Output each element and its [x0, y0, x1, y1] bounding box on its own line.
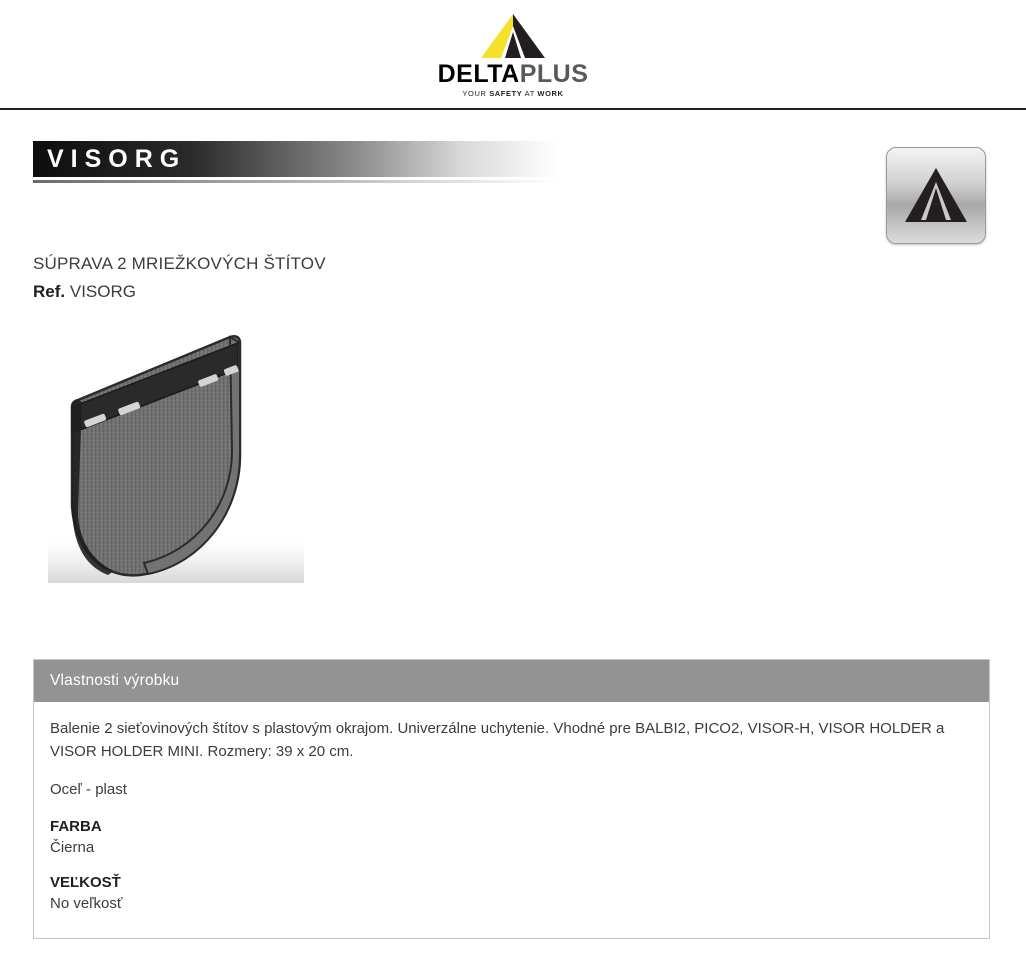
features-material: Oceľ - plast: [50, 781, 127, 798]
product-reference-label: Ref.: [33, 282, 66, 301]
product-name: SÚPRAVA 2 MRIEŽKOVÝCH ŠTÍTOV: [33, 254, 326, 273]
product-reference-value: VISORG: [69, 282, 136, 301]
brand-tagline: [413, 89, 613, 98]
tagline-pre: YOUR: [462, 89, 490, 98]
tagline-safety: SAFETY: [489, 89, 523, 98]
header-divider: [0, 108, 1026, 110]
brand-wordmark: [413, 62, 613, 87]
features-header: Vlastnosti výrobku: [34, 660, 989, 702]
product-reference: [33, 282, 136, 302]
page-title: VISORG: [47, 145, 187, 173]
product-image: [48, 325, 304, 583]
attribute-label-size: VEĽKOSŤ: [50, 874, 121, 891]
tagline-work: WORK: [537, 89, 564, 98]
brand-logo: [413, 12, 613, 98]
attribute-label-colour: FARBA: [50, 818, 102, 835]
page-header: [0, 0, 1026, 108]
features-description: Balenie 2 sieťovinových štítov s plastovým okrajom. Univerzálne uchytenie. Vhodné pre BALBI2, PICO2, VISOR-H, VISOR HOLDER a VISOR HOLDER MINI. Rozmery: 39 x 20 cm.: [50, 720, 945, 760]
brand-word-plus: PLUS: [519, 60, 589, 88]
attribute-value-size: No veľkosť: [50, 895, 123, 912]
product-features-panel: [33, 659, 990, 939]
features-body: [34, 702, 989, 938]
tagline-mid: AT: [522, 89, 538, 98]
title-underline: [33, 180, 558, 183]
attribute-value-colour: Čierna: [50, 839, 95, 856]
product-title-band: [33, 141, 558, 177]
delta-triangle-icon: [413, 12, 613, 60]
brand-badge: [886, 147, 986, 244]
delta-plus-badge-icon: [903, 166, 969, 226]
brand-word-delta: DELTA: [437, 60, 520, 88]
